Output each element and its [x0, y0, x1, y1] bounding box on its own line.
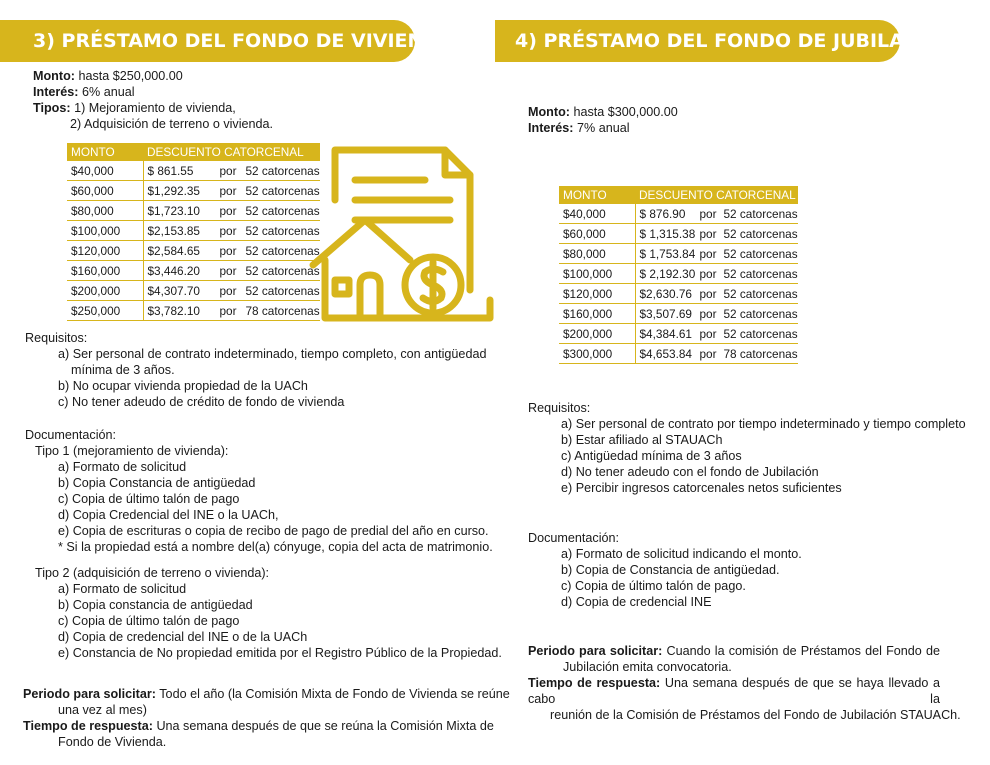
cell-descuento [143, 221, 320, 241]
plazo-value: 52 catorcenas [723, 246, 798, 261]
list-item: b) Copia de Constancia de antigüedad. [561, 563, 780, 577]
cell-monto: $120,000 [559, 284, 635, 304]
tipo1-title: Tipo 1 (mejoramiento de vivienda): [35, 444, 229, 458]
list-item: c) Copia de último talón de pago [58, 492, 240, 506]
tiempo-text: Una semana después de que se haya llevado a cabo la [528, 676, 940, 706]
list-item: c) No tener adeudo de crédito de fondo de vivienda [58, 395, 345, 409]
table-row [559, 284, 798, 304]
jubilacion-documentacion [528, 530, 802, 610]
descuento-value: $2,584.65 [147, 243, 200, 258]
descuento-value: $ 861.55 [147, 163, 194, 178]
table-header [559, 186, 798, 204]
cell-monto: $200,000 [67, 281, 143, 301]
requisitos-label: Requisitos: [528, 401, 591, 415]
table-row [67, 301, 320, 321]
plazo-value: 78 catorcenas [723, 346, 798, 361]
plazo-value: 52 catorcenas [723, 226, 798, 241]
header-descuento: DESCUENTO CATORCENAL [635, 186, 798, 204]
table-row [67, 241, 320, 261]
section-title-vivienda: 3) PRÉSTAMO DEL FONDO DE VIVIENDA [0, 20, 415, 62]
descuento-value: $ 2,192.30 [639, 266, 696, 281]
interes-value: 7% anual [577, 121, 630, 135]
por-label: por [699, 306, 717, 321]
por-label: por [699, 286, 717, 301]
cell-monto: $100,000 [559, 264, 635, 284]
table-row [67, 161, 320, 181]
cell-monto: $200,000 [559, 324, 635, 344]
cell-monto: $250,000 [67, 301, 143, 321]
cell-descuento [635, 224, 798, 244]
table-row [559, 224, 798, 244]
tipo-2: 2) Adquisición de terreno o vivienda. [70, 117, 274, 131]
cell-monto: $80,000 [559, 244, 635, 264]
jubilacion-summary [528, 104, 678, 136]
plazo-value: 52 catorcenas [245, 203, 320, 218]
por-label: por [219, 163, 237, 178]
vivienda-periodo [23, 686, 510, 750]
documentacion-label: Documentación: [528, 531, 620, 545]
plazo-value: 52 catorcenas [245, 283, 320, 298]
table-row [67, 281, 320, 301]
descuento-value: $3,782.10 [147, 303, 200, 318]
descuento-value: $ 876.90 [639, 206, 686, 221]
documentacion-label: Documentación: [25, 428, 117, 442]
tipo2-title: Tipo 2 (adquisición de terreno o vivienda): [35, 566, 270, 580]
por-label: por [219, 303, 237, 318]
list-item: c) Antigüedad mínima de 3 años [561, 449, 742, 463]
list-item: b) Copia Constancia de antigüedad [58, 476, 256, 490]
header-descuento: DESCUENTO CATORCENAL [143, 143, 320, 161]
tiempo-text: Una semana después de que se reúna la Comisión Mixta de [156, 719, 494, 733]
tiempo-text-cont: Fondo de Vivienda. [58, 735, 167, 749]
tiempo-label: Tiempo de respuesta: [528, 676, 661, 690]
list-item: d) No tener adeudo con el fondo de Jubilación [561, 465, 819, 479]
tipos-label: Tipos: [33, 101, 71, 115]
list-item: a) Ser personal de contrato por tiempo indeterminado y tiempo completo [561, 417, 966, 431]
cell-descuento [143, 281, 320, 301]
jubilacion-periodo [528, 643, 961, 723]
descuento-value: $1,292.35 [147, 183, 200, 198]
monto-label: Monto: [528, 105, 570, 119]
por-label: por [219, 243, 237, 258]
cell-descuento [635, 284, 798, 304]
por-label: por [219, 183, 237, 198]
por-label: por [699, 326, 717, 341]
header-monto: MONTO [67, 143, 143, 161]
plazo-value: 52 catorcenas [723, 286, 798, 301]
requisitos-label: Requisitos: [25, 331, 88, 345]
header-monto: MONTO [559, 186, 635, 204]
jubilacion-table [559, 186, 798, 364]
monto-value: hasta $250,000.00 [78, 69, 183, 83]
house-document-dollar-icon [305, 140, 495, 330]
interes-label: Interés: [33, 85, 79, 99]
plazo-value: 78 catorcenas [245, 303, 320, 318]
list-item: b) Estar afiliado al STAUACh [561, 433, 723, 447]
vivienda-table [67, 143, 320, 321]
table-row [67, 261, 320, 281]
table-row [67, 201, 320, 221]
descuento-value: $2,630.76 [639, 286, 692, 301]
table-row [559, 344, 798, 364]
table-header [67, 143, 320, 161]
periodo-text: Todo el año (la Comisión Mixta de Fondo de Vivienda se reúne [159, 687, 510, 701]
list-item: b) Copia constancia de antigüedad [58, 598, 253, 612]
plazo-value: 52 catorcenas [723, 326, 798, 341]
cell-monto: $40,000 [559, 204, 635, 224]
periodo-label: Periodo para solicitar: [528, 644, 663, 658]
table-row [559, 244, 798, 264]
cell-descuento [143, 161, 320, 181]
interes-label: Interés: [528, 121, 574, 135]
tiempo-label: Tiempo de respuesta: [23, 719, 153, 733]
plazo-value: 52 catorcenas [245, 243, 320, 258]
cell-descuento [635, 244, 798, 264]
list-item: a) Ser personal de contrato indeterminado, tiempo completo, con antigüedad [58, 347, 487, 361]
periodo-text: Cuando la comisión de Préstamos del Fondo de [666, 644, 940, 658]
interes-value: 6% anual [82, 85, 135, 99]
section-title-jubilacion: 4) PRÉSTAMO DEL FONDO DE JUBILACIÓN [495, 20, 900, 62]
cell-descuento [143, 201, 320, 221]
por-label: por [219, 263, 237, 278]
por-label: por [699, 226, 717, 241]
tipo-1: 1) Mejoramiento de vivienda, [74, 101, 236, 115]
periodo-text-cont: una vez al mes) [58, 703, 147, 717]
cell-monto: $60,000 [67, 181, 143, 201]
descuento-value: $4,653.84 [639, 346, 692, 361]
list-item: d) Copia Credencial del INE o la UACh, [58, 508, 279, 522]
periodo-label: Periodo para solicitar: [23, 687, 156, 701]
monto-label: Monto: [33, 69, 75, 83]
list-item: a) Formato de solicitud [58, 460, 187, 474]
plazo-value: 52 catorcenas [245, 183, 320, 198]
descuento-value: $ 1,753.84 [639, 246, 696, 261]
table-row [559, 264, 798, 284]
cell-monto: $160,000 [67, 261, 143, 281]
list-item: mínima de 3 años. [71, 363, 175, 377]
cell-descuento [635, 344, 798, 364]
cell-descuento [635, 204, 798, 224]
list-item: a) Formato de solicitud indicando el monto. [561, 547, 802, 561]
plazo-value: 52 catorcenas [245, 263, 320, 278]
list-item: e) Percibir ingresos catorcenales netos suficientes [561, 481, 842, 495]
vivienda-documentacion [25, 427, 502, 661]
list-item: e) Copia de escrituras o copia de recibo de pago de predial del año en curso. [58, 524, 489, 538]
vivienda-summary [33, 68, 273, 132]
cell-monto: $160,000 [559, 304, 635, 324]
descuento-value: $4,307.70 [147, 283, 200, 298]
table-row [559, 204, 798, 224]
cell-monto: $300,000 [559, 344, 635, 364]
plazo-value: 52 catorcenas [245, 223, 320, 238]
table-row [559, 324, 798, 344]
list-item: c) Copia de último talón de pago [58, 614, 240, 628]
descuento-value: $4,384.61 [639, 326, 692, 341]
plazo-value: 52 catorcenas [723, 206, 798, 221]
por-label: por [219, 203, 237, 218]
plazo-value: 52 catorcenas [723, 306, 798, 321]
list-item: a) Formato de solicitud [58, 582, 187, 596]
cell-monto: $120,000 [67, 241, 143, 261]
descuento-value: $2,153.85 [147, 223, 200, 238]
tiempo-text-cont: reunión de la Comisión de Préstamos del Fondo de Jubilación STAUACh. [550, 708, 961, 722]
cell-descuento [635, 264, 798, 284]
list-item: c) Copia de último talón de pago. [561, 579, 746, 593]
monto-value: hasta $300,000.00 [573, 105, 678, 119]
por-label: por [699, 346, 717, 361]
por-label: por [219, 223, 237, 238]
descuento-value: $ 1,315.38 [639, 226, 696, 241]
plazo-value: 52 catorcenas [245, 163, 320, 178]
por-label: por [699, 246, 717, 261]
por-label: por [699, 266, 717, 281]
cell-monto: $40,000 [67, 161, 143, 181]
descuento-value: $3,507.69 [639, 306, 692, 321]
descuento-value: $3,446.20 [147, 263, 200, 278]
cell-descuento [143, 301, 320, 321]
por-label: por [219, 283, 237, 298]
cell-monto: $80,000 [67, 201, 143, 221]
por-label: por [699, 206, 717, 221]
plazo-value: 52 catorcenas [723, 266, 798, 281]
table-row [559, 304, 798, 324]
table-row [67, 181, 320, 201]
cell-descuento [635, 324, 798, 344]
table-row [67, 221, 320, 241]
vivienda-requisitos [25, 330, 486, 410]
descuento-value: $1,723.10 [147, 203, 200, 218]
list-item: e) Constancia de No propiedad emitida por el Registro Público de la Propiedad. [58, 646, 502, 660]
periodo-text-cont: Jubilación emita convocatoria. [563, 660, 732, 674]
cell-descuento [143, 241, 320, 261]
cell-descuento [635, 304, 798, 324]
cell-monto: $60,000 [559, 224, 635, 244]
jubilacion-requisitos [528, 400, 966, 496]
list-item: * Si la propiedad está a nombre del(a) cónyuge, copia del acta de matrimonio. [58, 540, 493, 554]
cell-descuento [143, 181, 320, 201]
list-item: b) No ocupar vivienda propiedad de la UACh [58, 379, 308, 393]
list-item: d) Copia de credencial del INE o de la UACh [58, 630, 308, 644]
list-item: d) Copia de credencial INE [561, 595, 712, 609]
cell-descuento [143, 261, 320, 281]
cell-monto: $100,000 [67, 221, 143, 241]
